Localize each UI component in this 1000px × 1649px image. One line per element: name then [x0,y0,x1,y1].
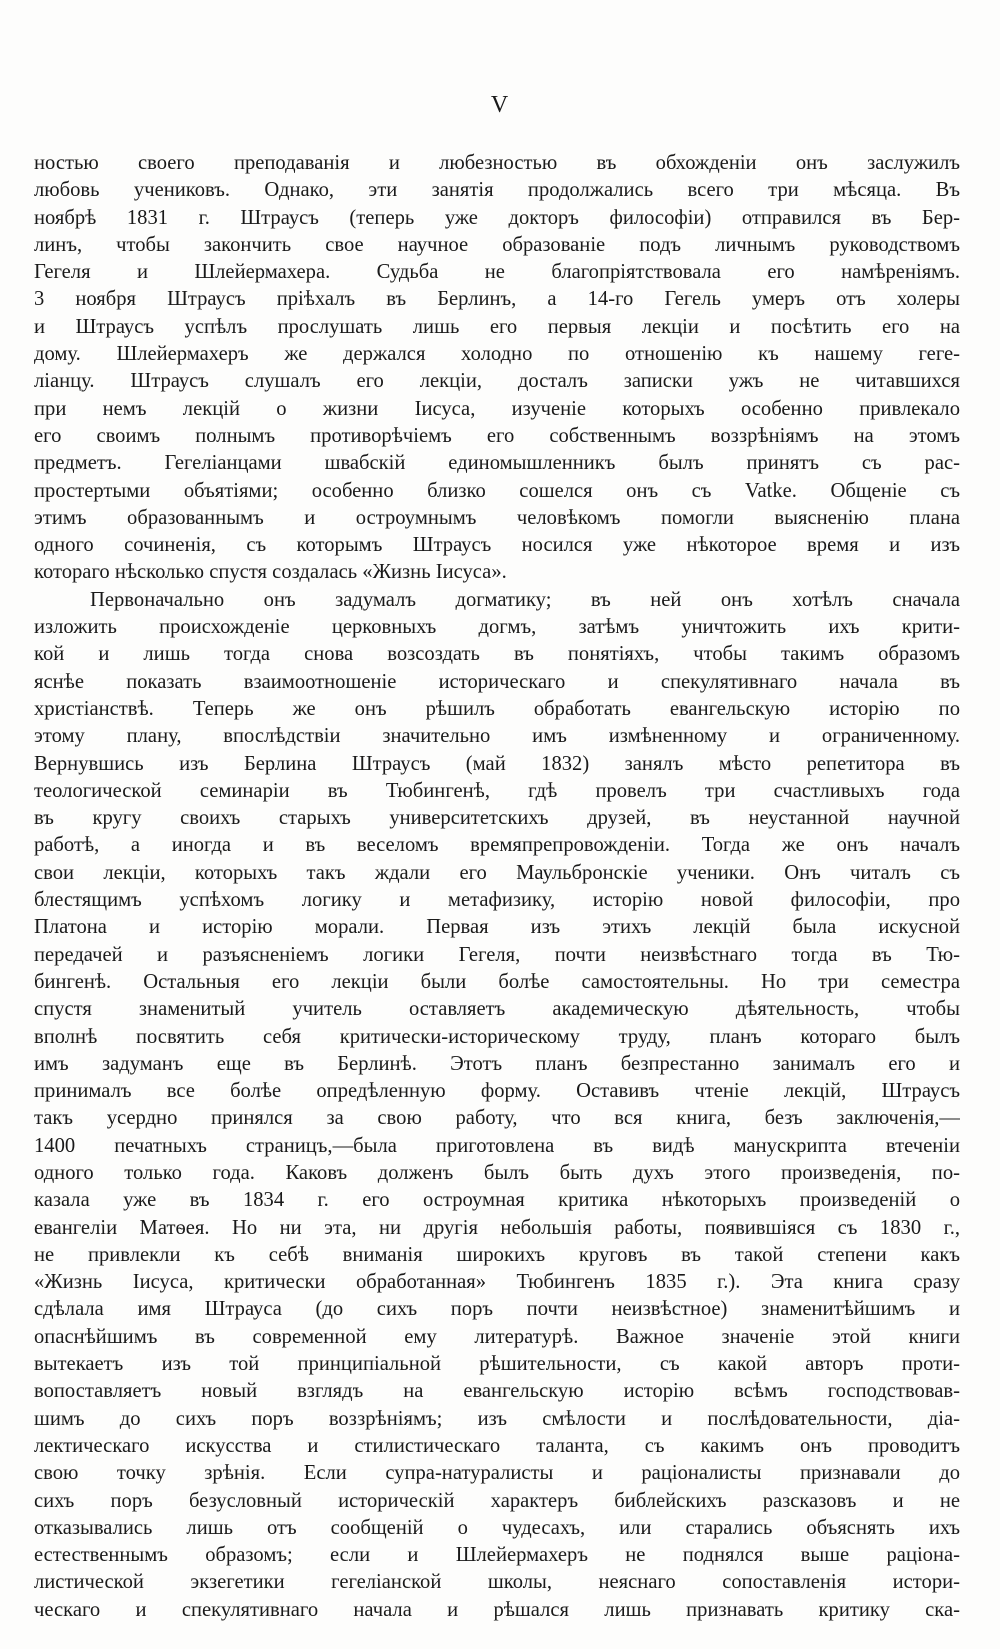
text-line: Гегеля и Шлейермахера. Судьба не благопріятствовала его намѣреніямъ. [34,261,960,284]
body-text [34,150,960,1624]
text-line: вытекаетъ изъ той принципіальной рѣшительности, съ какой авторъ проти- [34,1353,960,1376]
text-line: сдѣлала имя Штрауса (до сихъ поръ почти неизвѣстное) знаменитѣйшимъ и [34,1298,960,1321]
text-line: въ кругу своихъ старыхъ университетскихъ друзей, въ неустанной научной [34,807,960,830]
text-line: не привлекли къ себѣ вниманія широкихъ круговъ въ такой степени какъ [34,1243,960,1266]
text-line: 3 ноября Штраусъ пріѣхалъ въ Берлинъ, а 14-го Гегель умеръ отъ холеры [34,288,960,311]
text-line: ноябрѣ 1831 г. Штраусъ (теперь уже докторъ философіи) отправился въ Бер- [34,206,960,229]
text-line: вполнѣ посвятить себя критически-историческому труду, планъ котораго былъ [34,1025,960,1048]
text-line: одного только года. Каковъ долженъ былъ быть духъ этого произведенія, по- [34,1161,960,1184]
text-line: сихъ поръ безусловный историческій характеръ библейскихъ разсказовъ и не [34,1489,960,1512]
text-line: изложить происхожденіе церковныхъ догмъ, затѣмъ уничтожить ихъ крити- [34,616,960,639]
text-line: и Штраусъ успѣлъ прослушать лишь его первыя лекціи и посѣтить его на [34,315,960,338]
text-line: ностью своего преподаванія и любезностью въ обхожденіи онъ заслужилъ [34,152,960,174]
text-line: дому. Шлейермахеръ же держался холодно по отношенію къ нашему геге- [34,343,960,366]
text-line: кой и лишь тогда снова возсоздать въ понятіяхъ, чтобы такимъ образомъ [34,643,960,666]
text-line: яснѣе показать взаимоотношеніе историческаго и спекулятивнаго начала въ [34,670,960,693]
text-line: передачей и разъясненіемъ логики Гегеля, почти неизвѣстнаго тогда въ Тю- [34,943,960,966]
text-line: линъ, чтобы закончить свое научное образованіе подъ личнымъ руководствомъ [34,233,960,256]
text-line: этимъ образованнымъ и остроумнымъ человѣкомъ помогли выясненію плана [34,506,960,529]
text-line: принималъ все болѣе опредѣленную форму. Оставивъ чтеніе лекцій, Штраусъ [34,1080,960,1103]
text-line: простертыми объятіями; особенно близко сошелся онъ съ Vatke. Общеніе съ [34,479,960,502]
text-line: отказывались лишь отъ сообщеній о чудесахъ, или старались объяснять ихъ [34,1516,960,1539]
text-line: котораго нѣсколько спустя создалась «Жизнь Іисуса». [34,561,507,584]
text-line: опаснѣйшимъ въ современной ему литературѣ. Важное значеніе этой книги [34,1325,960,1348]
text-line: работѣ, а иногда и въ веселомъ времяпрепровожденіи. Тогда же онъ началъ [34,834,960,857]
text-line: предметъ. Гегеліанцами швабскій единомышленникъ былъ принятъ съ рас- [34,452,960,475]
text-line: ліанцу. Штраусъ слушалъ его лекціи, досталъ записки ужъ не читавшихся [34,370,960,393]
page-number: V [490,92,510,118]
text-line: Платона и исторію морали. Первая изъ этихъ лекцій была искусной [34,916,960,939]
text-line: теологической семинаріи въ Тюбингенѣ, гдѣ провелъ три счастливыхъ года [34,779,960,802]
text-line: свои лекціи, которыхъ такъ ждали его Маульбронскіе ученики. Онъ читалъ съ [34,861,960,884]
text-line: его своимъ полнымъ противорѣчіемъ его собственнымъ воззрѣніямъ на этомъ [34,424,960,447]
text-line: «Жизнь Іисуса, критически обработанная» Тюбингенъ 1835 г.). Эта книга сразу [34,1271,960,1294]
text-line: одного сочиненія, съ которымъ Штраусъ носился уже нѣкоторое время и изъ [34,534,960,557]
text-line: естественнымъ образомъ; если и Шлейермахеръ не поднялся выше раціона- [34,1544,960,1567]
paragraph-first-line: Первоначально онъ задумалъ догматику; въ ней онъ хотѣлъ сначала [90,588,960,611]
text-line: при немъ лекцій о жизни Іисуса, изученіе которыхъ особенно привлекало [34,397,960,420]
text-line: бингенѣ. Остальныя его лекціи были болѣе самостоятельны. Но три семестра [34,970,960,993]
text-line: ческаго и спекулятивнаго начала и рѣшался лишь признавать критику ска- [34,1598,960,1621]
text-line: христіанствѣ. Теперь же онъ рѣшилъ обработать евангельскую исторію по [34,697,960,720]
text-line: 1400 печатныхъ страницъ,—была приготовлена въ видѣ манускрипта втеченіи [34,1134,960,1157]
text-line: казала уже въ 1834 г. его остроумная критика нѣкоторыхъ произведеній о [34,1189,960,1212]
text-line: лектическаго искусства и стилистическаго таланта, съ какимъ онъ проводитъ [34,1434,960,1457]
text-line: вопоставляетъ новый взглядъ на евангельскую исторію всѣмъ господствовав- [34,1380,960,1403]
text-line: имъ задуманъ еще въ Берлинѣ. Этотъ планъ безпрестанно занималъ его и [34,1052,960,1075]
text-line: евангеліи Матѳея. Но ни эта, ни другія небольшія работы, появившіяся съ 1830 г., [34,1216,960,1239]
text-line: блестящимъ успѣхомъ логику и метафизику, исторію новой философіи, про [34,889,960,912]
text-line: шимъ до сихъ поръ воззрѣніямъ; изъ смѣлости и послѣдовательности, діа- [34,1407,960,1430]
text-line: свою точку зрѣнія. Если супра-натуралисты и раціоналисты признавали до [34,1462,960,1485]
text-line: этому плану, впослѣдствіи значительно имъ измѣненному и ограниченному. [34,725,960,748]
text-line: спустя знаменитый учитель оставляетъ академическую дѣятельность, чтобы [34,998,960,1021]
text-line: листической экзегетики гегеліанской школы, неяснаго сопоставленія истори- [34,1571,960,1594]
text-line: такъ усердно принялся за свою работу, что вся книга, безъ заключенія,— [34,1107,960,1130]
text-line: Вернувшись изъ Берлина Штраусъ (май 1832) занялъ мѣсто репетитора въ [34,752,960,775]
text-line: любовь учениковъ. Однако, эти занятія продолжались всего три мѣсяца. Въ [34,179,960,202]
